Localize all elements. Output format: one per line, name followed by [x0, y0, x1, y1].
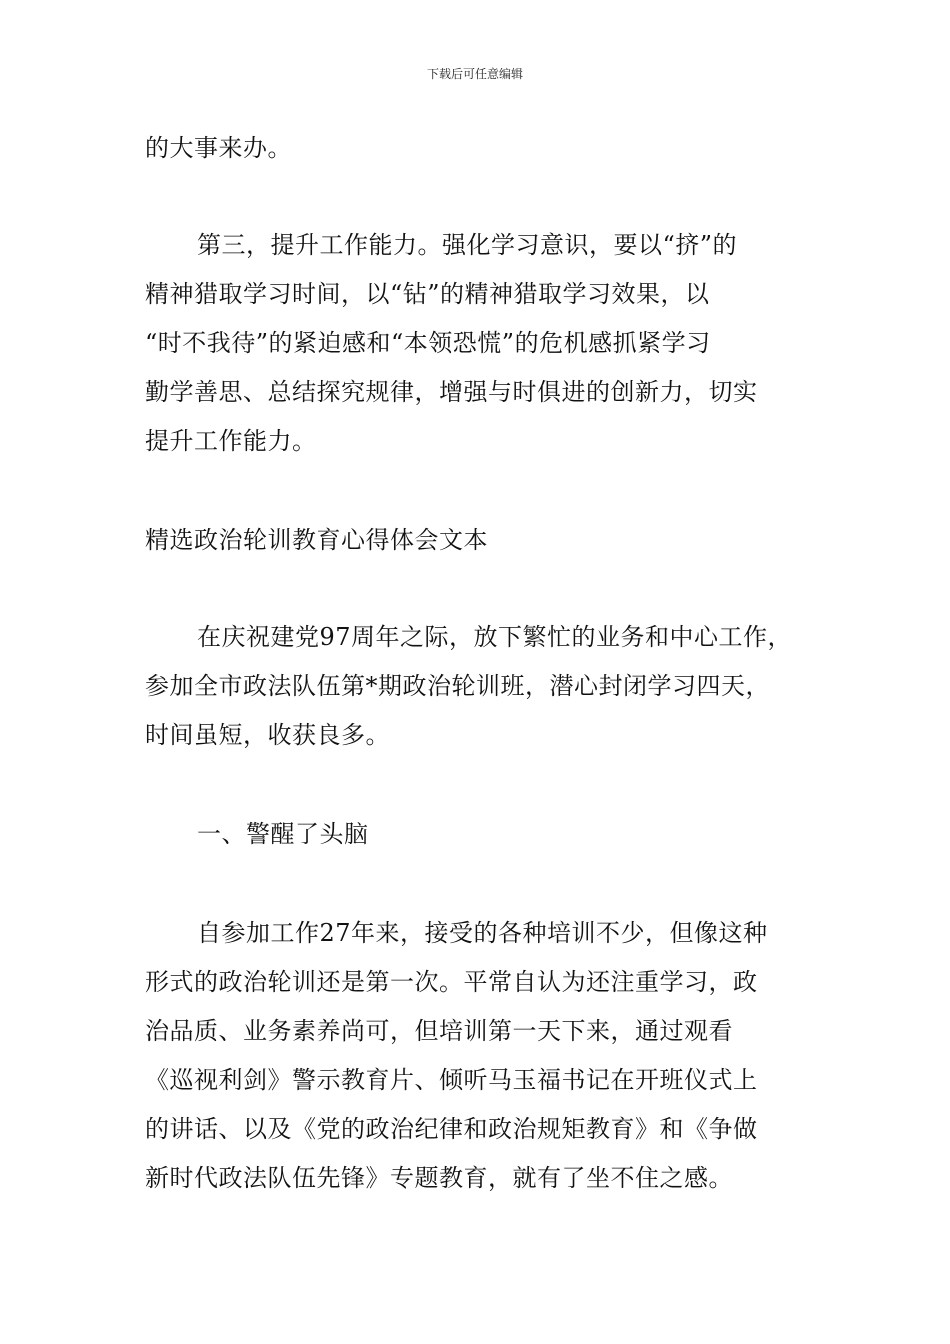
text-line: 第三，提升工作能力。强化学习意识，要以“挤”的: [197, 231, 738, 259]
text-line: 在庆祝建党97周年之际，放下繁忙的业务和中心工作，: [197, 623, 793, 651]
section-title: [145, 516, 815, 565]
section-heading-1: [145, 810, 815, 859]
text-line: 提升工作能力。: [145, 427, 317, 455]
text-line: 形式的政治轮训还是第一次。平常自认为还注重学习，政: [145, 968, 758, 996]
text-line: 自参加工作27年来，接受的各种培训不少，但像这种: [197, 919, 768, 947]
paragraph-gap: [145, 760, 815, 810]
document-title: 精选政治轮训教育心得体会文本: [145, 526, 488, 554]
paragraph-section1-body: [145, 909, 815, 1203]
text-line: 参加全市政法队伍第*期政治轮训班，潜心封闭学习四天，: [145, 672, 770, 700]
text-line: “时不我待”的紧迫感和“本领恐慌”的危机感抓紧学习: [145, 329, 711, 357]
text-line: 新时代政法队伍先锋》专题教育，就有了坐不住之感。: [145, 1164, 733, 1192]
paragraph-gap: [145, 173, 815, 221]
text-line: 《巡视利剑》警示教育片、倾听马玉福书记在开班仪式上: [145, 1066, 758, 1094]
paragraph-gap: [145, 859, 815, 909]
text-line: 的讲话、以及《党的政治纪律和政治规矩教育》和《争做: [145, 1115, 758, 1143]
text-line: 勤学善思、总结探究规律，增强与时俱进的创新力，切实: [145, 378, 758, 406]
heading-line: 一、警醒了头脑: [197, 820, 369, 848]
paragraph-intro: [145, 613, 815, 760]
paragraph-gap: [145, 565, 815, 613]
text-line: 的大事来办。: [145, 134, 292, 162]
text-line: 治品质、业务素养尚可，但培训第一天下来，通过观看: [145, 1017, 733, 1045]
paragraph-gap: [145, 466, 815, 516]
paragraph-continuation: [145, 124, 815, 173]
text-line: 精神猎取学习时间，以“钻”的精神猎取学习效果，以: [145, 280, 710, 308]
text-line: 时间虽短，收获良多。: [145, 721, 390, 749]
paragraph-third-point: [145, 221, 815, 466]
document-body: [145, 124, 815, 1203]
page-header-note: 下载后可任意编辑: [426, 67, 523, 81]
